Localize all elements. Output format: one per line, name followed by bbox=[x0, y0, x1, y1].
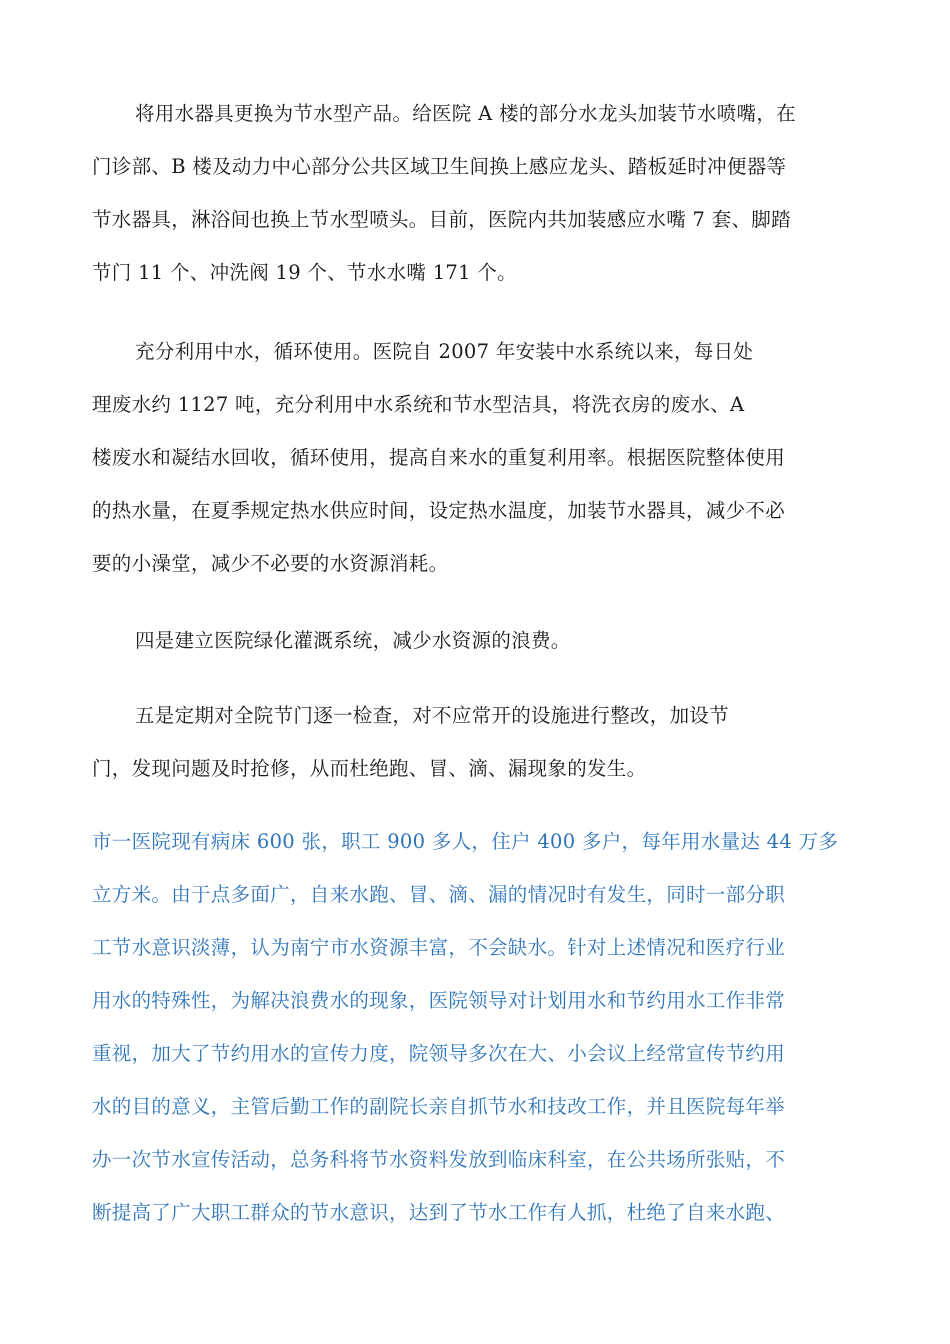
text-line: 工节水意识淡薄，认为南宁市水资源丰富，不会缺水。针对上述情况和医疗行业 bbox=[92, 936, 786, 959]
paragraph-valve-inspection bbox=[92, 689, 852, 795]
text-line: 要的小澡堂，减少不必要的水资源消耗。 bbox=[92, 552, 449, 575]
text-line: 四是建立医院绿化灌溉系统，减少水资源的浪费。 bbox=[135, 629, 571, 652]
text-line: 断提高了广大职工群众的节水意识，达到了节水工作有人抓，杜绝了自来水跑、 bbox=[92, 1201, 786, 1224]
text-line: 楼废水和凝结水回收，循环使用，提高自来水的重复利用率。根据医院整体使用 bbox=[92, 446, 786, 469]
text-line: 充分利用中水，循环使用。医院自 2007 年安装中水系统以来，每日处 bbox=[135, 340, 754, 363]
text-line: 门诊部、B 楼及动力中心部分公共区域卫生间换上感应龙头、踏板延时冲便器等 bbox=[92, 155, 787, 178]
text-line: 市一医院现有病床 600 张，职工 900 多人，住户 400 多户，每年用水量达 44 万多 bbox=[92, 830, 839, 853]
text-line: 用水的特殊性，为解决浪费水的现象，医院领导对计划用水和节约用水工作非常 bbox=[92, 989, 786, 1012]
text-line: 理废水约 1127 吨，充分利用中水系统和节水型洁具，将洗衣房的废水、A bbox=[92, 393, 745, 416]
paragraph-water-fixtures bbox=[92, 87, 852, 299]
text-line: 门，发现问题及时抢修，从而杜绝跑、冒、滴、漏现象的发生。 bbox=[92, 757, 647, 780]
text-line: 重视，加大了节约用水的宣传力度，院领导多次在大、小会议上经常宣传节约用 bbox=[92, 1042, 786, 1065]
text-line: 办一次节水宣传活动，总务科将节水资料发放到临床科室，在公共场所张贴，不 bbox=[92, 1148, 786, 1171]
paragraph-hospital-overview bbox=[92, 815, 852, 1239]
text-line: 水的目的意义，主管后勤工作的副院长亲自抓节水和技改工作，并且医院每年举 bbox=[92, 1095, 786, 1118]
paragraph-reclaimed-water bbox=[92, 325, 852, 590]
paragraph-irrigation bbox=[92, 614, 852, 667]
text-line: 节门 11 个、冲洗阀 19 个、节水水嘴 171 个。 bbox=[92, 261, 517, 284]
text-line: 将用水器具更换为节水型产品。给医院 A 楼的部分水龙头加装节水喷嘴，在 bbox=[135, 102, 796, 125]
text-line: 的热水量，在夏季规定热水供应时间，设定热水温度，加装节水器具，减少不必 bbox=[92, 499, 786, 522]
text-line: 立方米。由于点多面广，自来水跑、冒、滴、漏的情况时有发生，同时一部分职 bbox=[92, 883, 786, 906]
text-line: 五是定期对全院节门逐一检查，对不应常开的设施进行整改，加设节 bbox=[135, 704, 730, 727]
text-line: 节水器具，淋浴间也换上节水型喷头。目前，医院内共加装感应水嘴 7 套、脚踏 bbox=[92, 208, 791, 231]
